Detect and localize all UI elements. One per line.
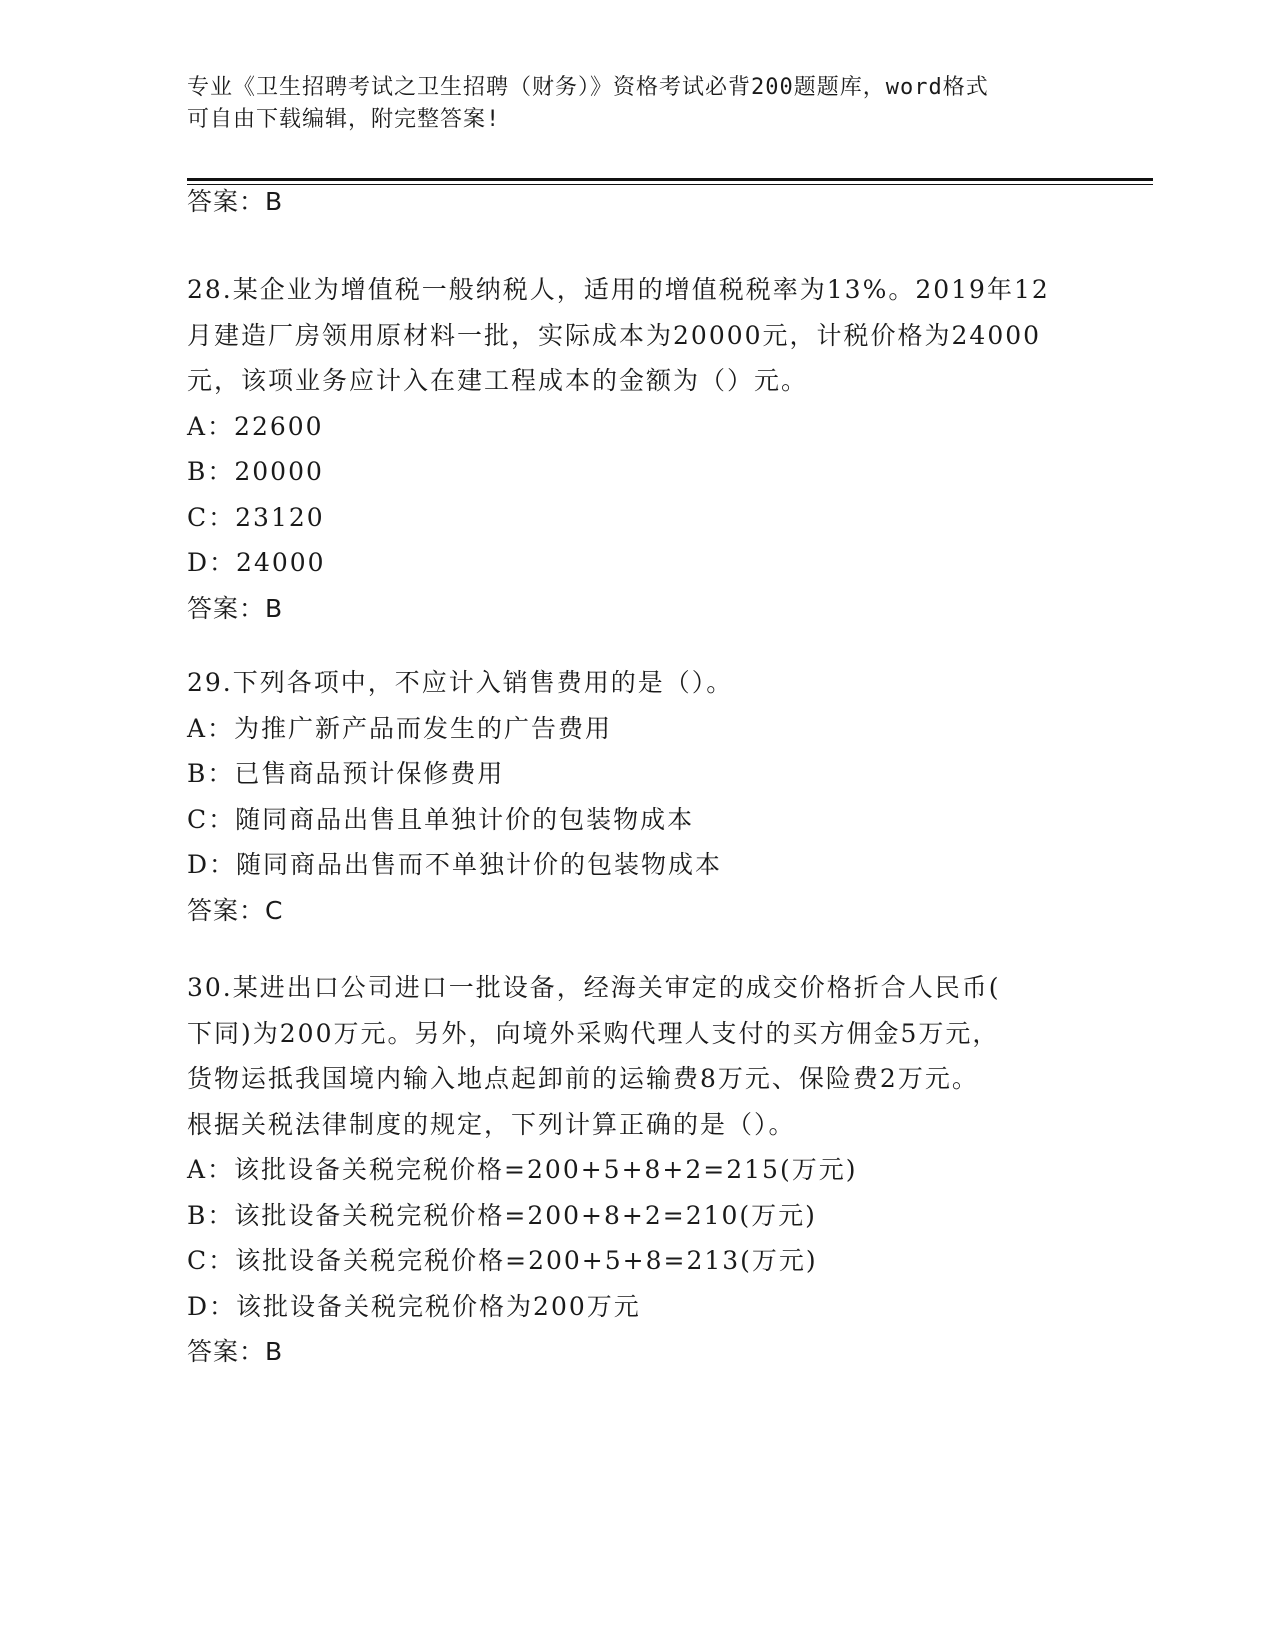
question-stem-line: 月建造厂房领用原材料一批，实际成本为20000元，计税价格为24000 (187, 320, 1042, 350)
question-stem-line: 30.某进出口公司进口一批设备，经海关审定的成交价格折合人民币( (187, 973, 1001, 1002)
option-d: D：24000 (187, 548, 326, 577)
answer: 答案：B (187, 1337, 284, 1366)
option-d: D：随同商品出售而不单独计价的包装物成本 (187, 850, 723, 879)
option-b: B：该批设备关税完税价格=200+8+2=210(万元) (187, 1200, 817, 1230)
question-stem-line: 下同)为200万元。另外，向境外采购代理人支付的买方佣金5万元， (187, 1018, 1000, 1048)
answer: 答案：C (187, 895, 284, 925)
option-a: A：22600 (187, 411, 324, 441)
question-30 (187, 965, 1087, 1375)
question-stem-line: 货物运抵我国境内输入地点起卸前的运输费8万元、保险费2万元。 (187, 1064, 979, 1093)
option-c: C：随同商品出售且单独计价的包装物成本 (187, 804, 695, 834)
option-d: D：该批设备关税完税价格为200万元 (187, 1291, 641, 1321)
answer: 答案：B (187, 593, 284, 623)
header-title-line-1: 专业《卫生招聘考试之卫生招聘（财务）》资格考试必背200题题库，word格式 (187, 75, 989, 100)
question-stem-line: 元，该项业务应计入在建工程成本的金额为（）元。 (187, 366, 809, 395)
option-b: B：20000 (187, 457, 324, 486)
question-28 (187, 267, 1087, 631)
option-a: A：该批设备关税完税价格=200+5+8+2=215(万元) (187, 1155, 858, 1184)
question-stem-line: 根据关税法律制度的规定，下列计算正确的是（）。 (187, 1109, 796, 1139)
option-c: C：23120 (187, 502, 325, 532)
option-a: A：为推广新产品而发生的广告费用 (187, 713, 613, 743)
question-29 (187, 660, 1087, 933)
page-header (187, 72, 1067, 136)
option-c: C：该批设备关税完税价格=200+5+8=213(万元) (187, 1246, 818, 1275)
question-stem-line: 29.下列各项中，不应计入销售费用的是（）。 (187, 668, 734, 697)
previous-answer-block (187, 179, 1087, 225)
question-stem-line: 28.某企业为增值税一般纳税人，适用的增值税税率为13%。2019年12 (187, 275, 1050, 304)
option-b: B：已售商品预计保修费用 (187, 759, 505, 788)
header-title-line-2: 可自由下载编辑，附完整答案! (187, 107, 501, 132)
previous-answer: 答案：B (187, 187, 284, 216)
